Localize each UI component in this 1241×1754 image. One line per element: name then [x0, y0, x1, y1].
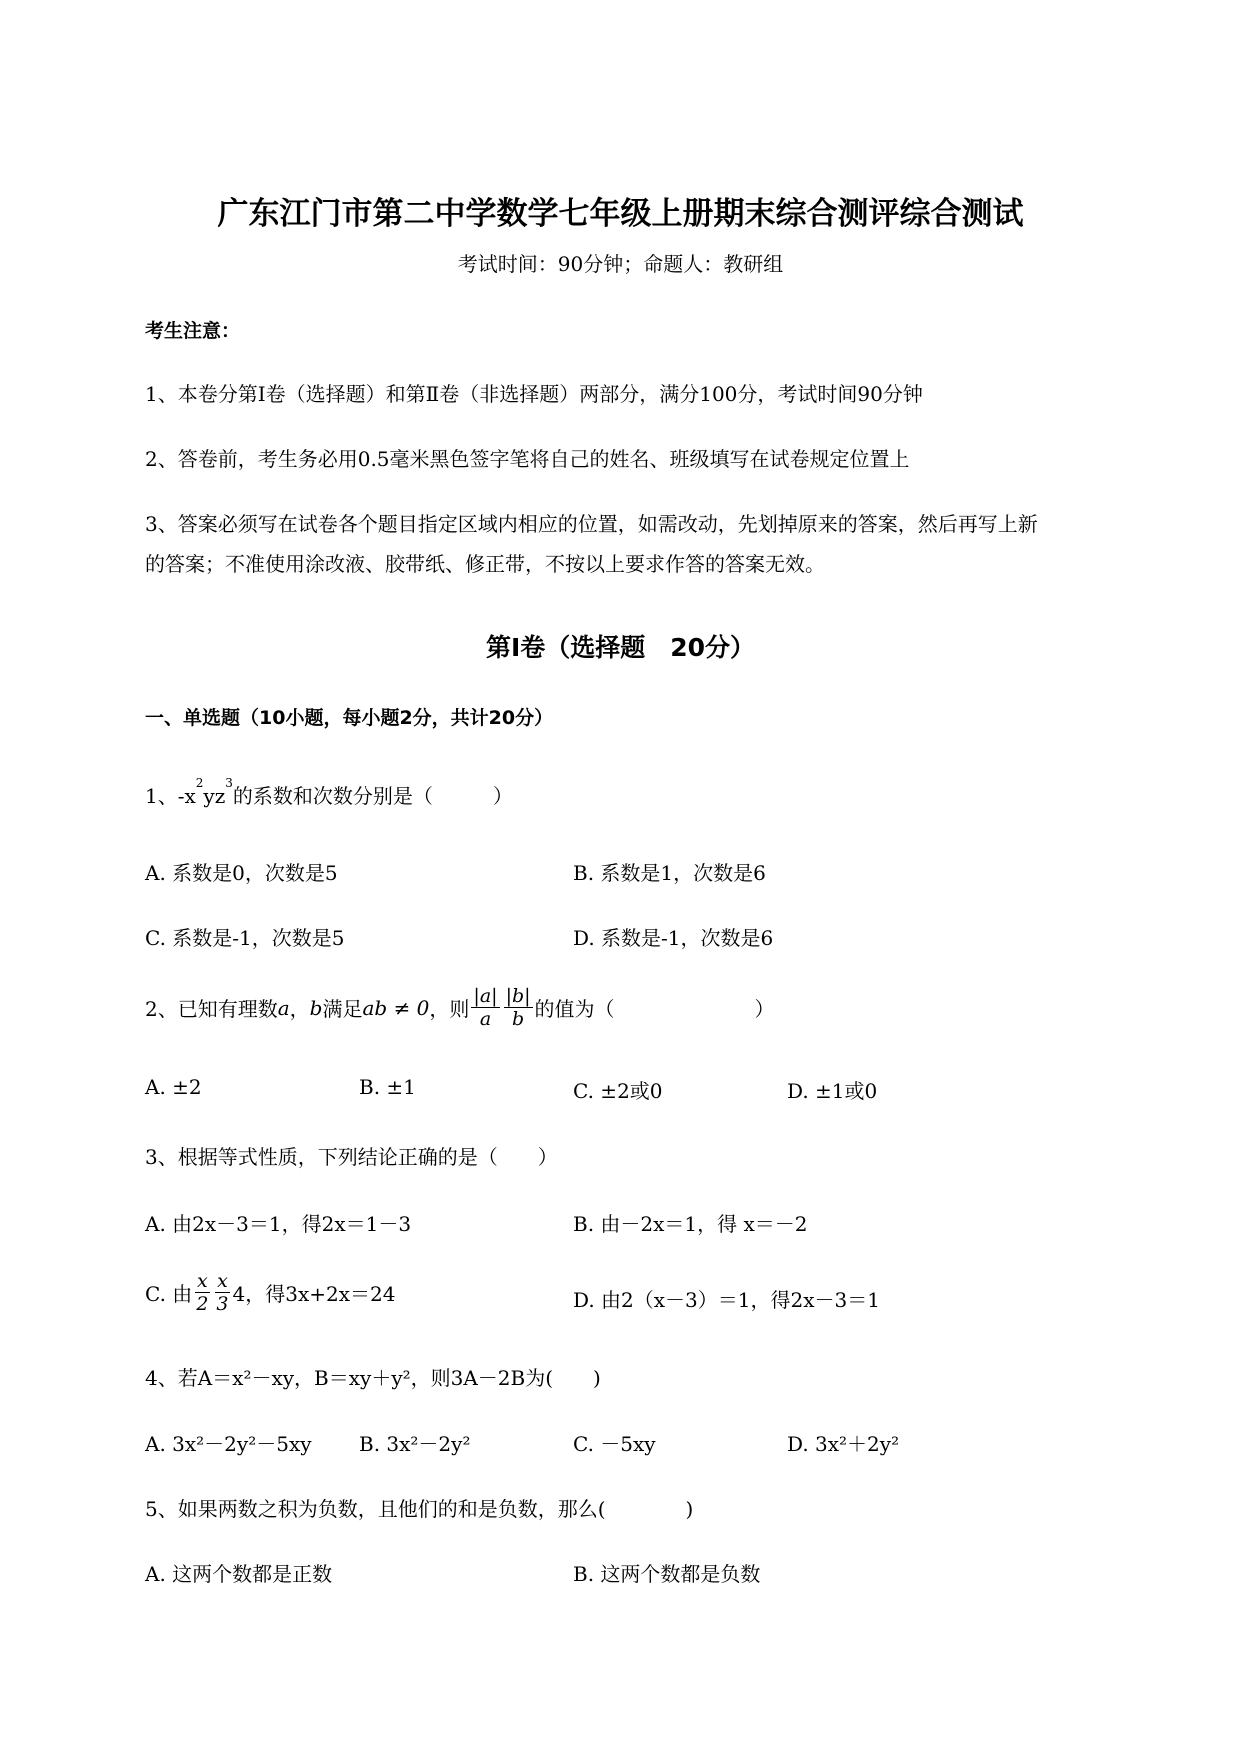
question-3-option-b: B. 由－2x＝1，得 x＝－2 [573, 1212, 808, 1236]
question-2-option-b: B. ±1 [359, 1075, 416, 1099]
question-2-option-d: D. ±1或0 [787, 1079, 878, 1103]
question-2-stem: 2、已知有理数 a ， b 满足 ab ≠ 0 ，则 $\frac{|a|}{a}$ $\frac{|b|}{b}$ 的值为（ ） [145, 985, 775, 1030]
section-title: 第I卷（选择题 20分） [485, 633, 756, 662]
notice-item-3-cont: 的答案；不准使用涂改液、胶带纸、修正带，不按以上要求作答的答案无效。 [145, 552, 825, 576]
question-5-option-a: A. 这两个数都是正数 [145, 1562, 333, 1586]
question-5-option-b: B. 这两个数都是负数 [573, 1562, 761, 1586]
notice-heading: 考生注意： [145, 320, 241, 342]
notice-item-3: 3、答案必须写在试卷各个题目指定区域内相应的位置，如需改动，先划掉原来的答案，然后再写上新 [145, 512, 1038, 536]
fraction-x-over-2: $\frac{x}{2}$ [196, 1270, 209, 1315]
question-4-stem: 4、若A＝x²－xy，B＝xy＋y²，则3A－2B为( ) [145, 1366, 601, 1390]
question-2-option-c: C. ±2或0 [573, 1079, 663, 1103]
notice-item-2: 2、答卷前，考生务必用0.5毫米黑色签字笔将自己的姓名、班级填写在试卷规定位置上 [145, 447, 910, 471]
page-title: 广东江门市第二中学数学七年级上册期末综合测评综合测试 [217, 196, 1024, 232]
question-1-option-d: D. 系数是-1，次数是6 [573, 926, 774, 950]
fraction-abs-b-over-b: $\frac{|b|}{b}$ [505, 985, 531, 1030]
question-3-option-c: C. 由 $\frac{x}{2}$ $\frac{x}{3}$ 4，得3x+2x＝24 [145, 1270, 396, 1315]
notice-item-1: 1、本卷分第I卷（选择题）和第Ⅱ卷（非选择题）两部分，满分100分，考试时间90分钟 [145, 382, 923, 406]
question-3-option-d: D. 由2（x－3）＝1，得2x－3＝1 [573, 1288, 880, 1312]
question-4-option-d: D. 3x²＋2y² [787, 1432, 900, 1456]
question-1-stem: 1、$-x^2yz^3$的系数和次数分别是（ ） [145, 776, 513, 808]
exam-info: 考试时间：90分钟；命题人：教研组 [457, 252, 784, 276]
question-4-option-a: A. 3x²－2y²－5xy [145, 1432, 312, 1456]
question-4-option-c: C. －5xy [573, 1432, 656, 1456]
question-1-option-b: B. 系数是1，次数是6 [573, 861, 766, 885]
question-1-option-c: C. 系数是-1，次数是5 [145, 926, 345, 950]
question-1-option-a: A. 系数是0，次数是5 [145, 861, 338, 885]
fraction-abs-a-over-a: $\frac{|a|}{a}$ [473, 985, 498, 1030]
part-heading: 一、单选题（10小题，每小题2分，共计20分） [145, 707, 554, 729]
question-3-stem: 3、根据等式性质，下列结论正确的是（ ） [145, 1145, 558, 1169]
question-5-stem: 5、如果两数之积为负数，且他们的和是负数，那么( ) [145, 1497, 694, 1521]
question-3-option-a: A. 由2x－3＝1，得2x＝1－3 [145, 1212, 412, 1236]
question-2-option-a: A. ±2 [145, 1075, 202, 1099]
fraction-x-over-3: $\frac{x}{3}$ [216, 1270, 229, 1315]
question-4-option-b: B. 3x²－2y² [359, 1432, 471, 1456]
